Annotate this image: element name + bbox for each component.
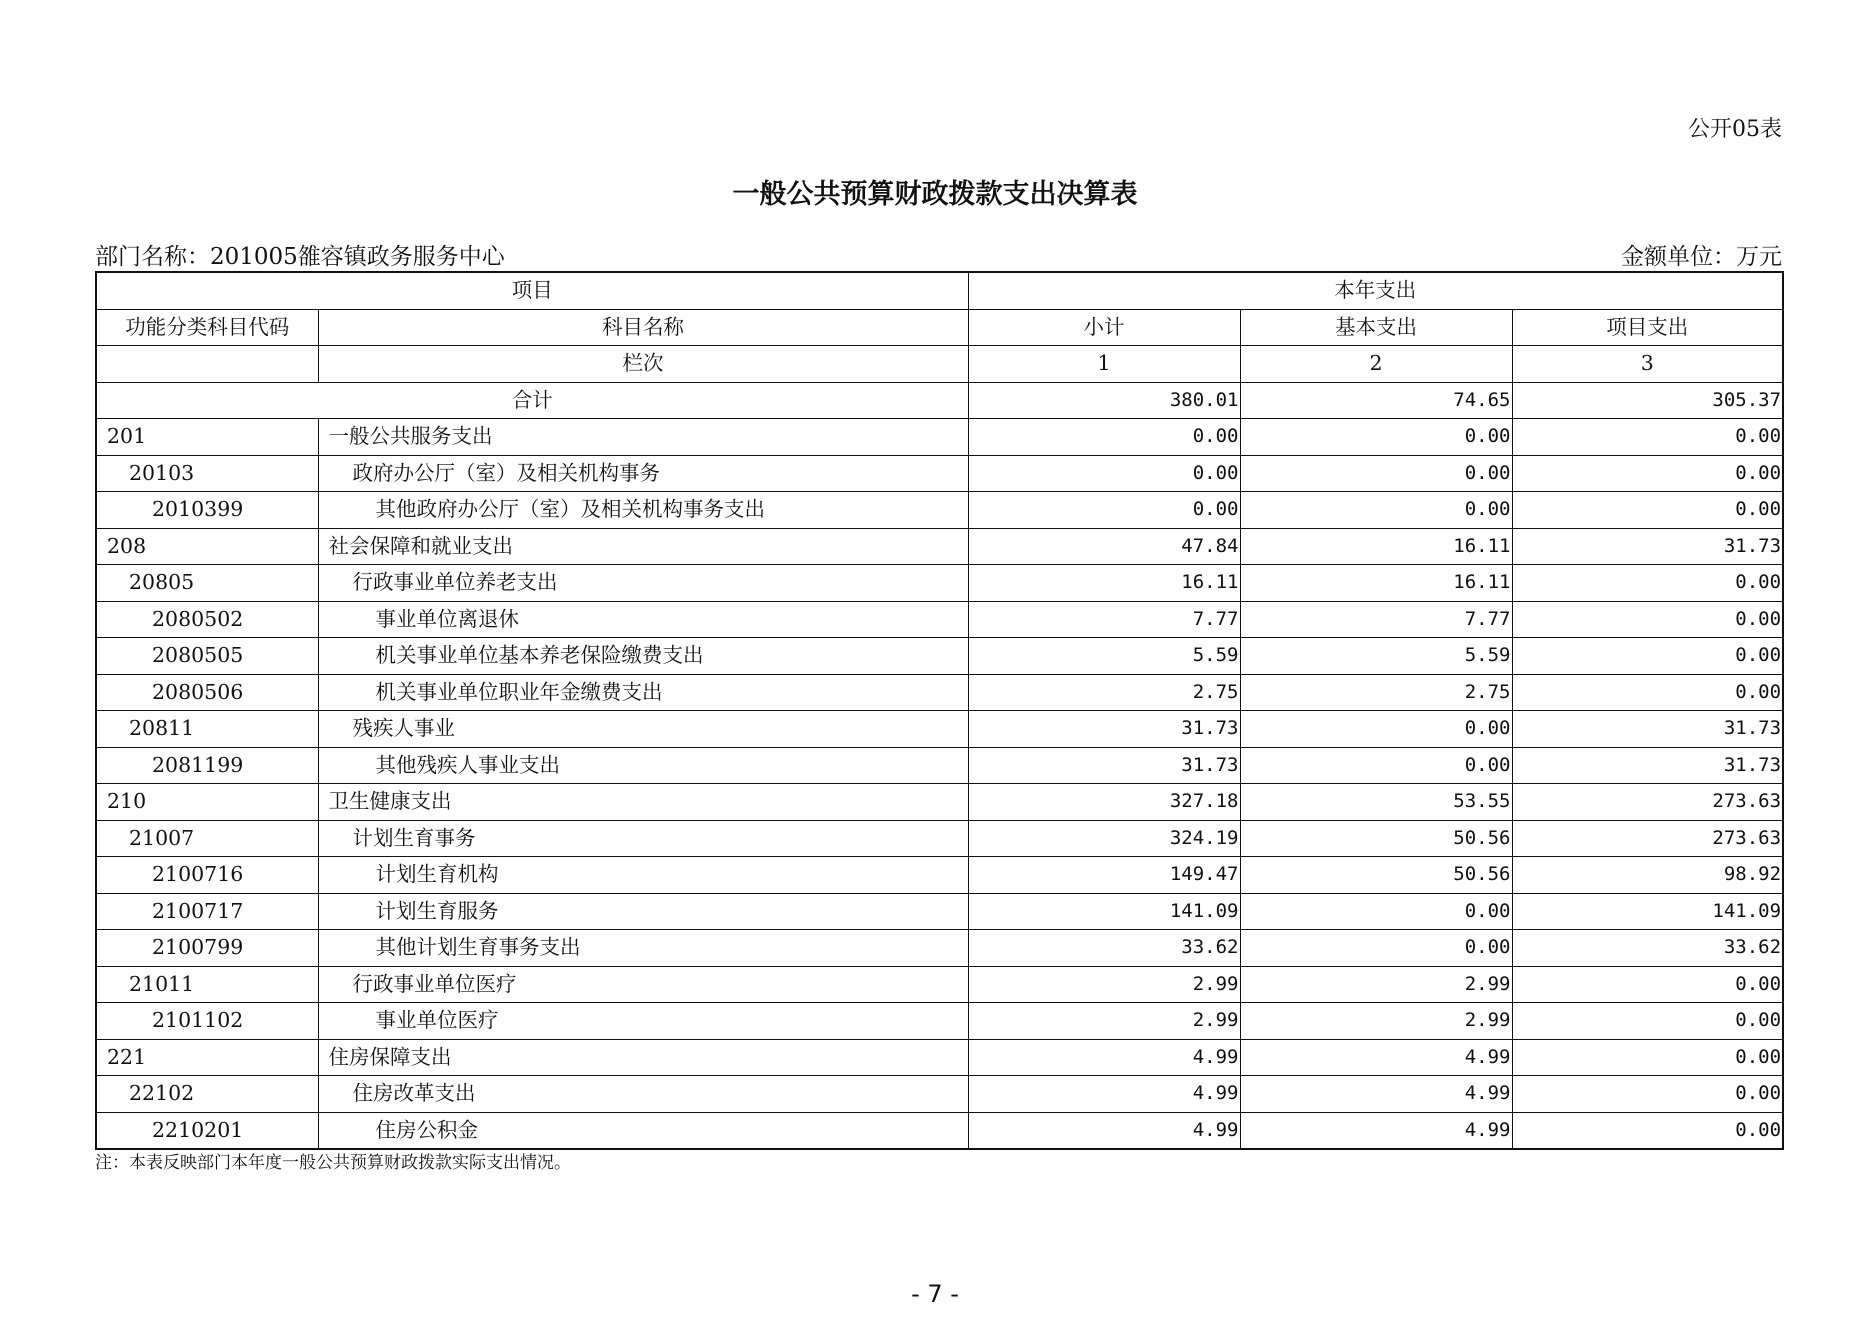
header-col1: 1 [968,346,1240,383]
row-basic: 0.00 [1240,711,1512,748]
row-basic: 50.56 [1240,857,1512,894]
total-row [96,382,1783,419]
row-code: 20805 [96,565,318,602]
row-name: 事业单位离退休 [318,601,968,638]
row-name: 住房改革支出 [318,1076,968,1113]
row-name: 残疾人事业 [318,711,968,748]
table-row [96,638,1783,675]
row-code: 210 [96,784,318,821]
header-col2: 2 [1240,346,1512,383]
row-code: 2080506 [96,674,318,711]
row-project: 0.00 [1512,674,1783,711]
table-row [96,930,1783,967]
row-subtotal: 33.62 [968,930,1240,967]
row-code: 2010399 [96,492,318,529]
department-name: 部门名称：201005雒容镇政务服务中心 [95,244,505,270]
row-name: 社会保障和就业支出 [318,528,968,565]
row-basic: 2.99 [1240,1003,1512,1040]
row-project: 0.00 [1512,638,1783,675]
row-subtotal: 4.99 [968,1076,1240,1113]
row-subtotal: 4.99 [968,1039,1240,1076]
row-project: 0.00 [1512,455,1783,492]
total-project: 305.37 [1512,382,1783,419]
row-code: 20103 [96,455,318,492]
table-row [96,857,1783,894]
total-basic: 74.65 [1240,382,1512,419]
row-project: 0.00 [1512,1003,1783,1040]
row-code: 2210201 [96,1112,318,1149]
header-row-1 [96,272,1783,309]
table-row [96,455,1783,492]
row-basic: 0.00 [1240,455,1512,492]
table-row [96,893,1783,930]
row-project: 0.00 [1512,565,1783,602]
row-subtotal: 327.18 [968,784,1240,821]
row-project: 0.00 [1512,966,1783,1003]
row-project: 141.09 [1512,893,1783,930]
row-basic: 5.59 [1240,638,1512,675]
row-project: 273.63 [1512,820,1783,857]
row-code: 2080502 [96,601,318,638]
row-basic: 2.99 [1240,966,1512,1003]
table-row [96,747,1783,784]
row-subtotal: 141.09 [968,893,1240,930]
row-code: 21007 [96,820,318,857]
row-code: 22102 [96,1076,318,1113]
row-project: 31.73 [1512,747,1783,784]
row-name: 事业单位医疗 [318,1003,968,1040]
row-basic: 16.11 [1240,565,1512,602]
row-subtotal: 2.99 [968,966,1240,1003]
header-basic: 基本支出 [1240,309,1512,346]
row-code: 2101102 [96,1003,318,1040]
row-code: 20811 [96,711,318,748]
row-name: 住房公积金 [318,1112,968,1149]
row-basic: 2.75 [1240,674,1512,711]
row-code: 2100799 [96,930,318,967]
row-basic: 7.77 [1240,601,1512,638]
row-subtotal: 31.73 [968,711,1240,748]
row-name: 计划生育事务 [318,820,968,857]
total-subtotal: 380.01 [968,382,1240,419]
row-code: 201 [96,419,318,456]
row-code: 21011 [96,966,318,1003]
row-project: 33.62 [1512,930,1783,967]
row-subtotal: 2.99 [968,1003,1240,1040]
header-row-2 [96,309,1783,346]
row-subtotal: 149.47 [968,857,1240,894]
row-project: 31.73 [1512,711,1783,748]
table-row [96,492,1783,529]
row-project: 98.92 [1512,857,1783,894]
row-code: 208 [96,528,318,565]
row-basic: 50.56 [1240,820,1512,857]
header-name: 科目名称 [318,309,968,346]
header-blank-cell [96,346,318,383]
row-project: 31.73 [1512,528,1783,565]
table-row [96,1003,1783,1040]
row-subtotal: 5.59 [968,638,1240,675]
row-subtotal: 7.77 [968,601,1240,638]
row-basic: 0.00 [1240,492,1512,529]
expenditure-table [95,271,1784,1150]
row-basic: 0.00 [1240,893,1512,930]
row-project: 273.63 [1512,784,1783,821]
table-row [96,419,1783,456]
row-subtotal: 47.84 [968,528,1240,565]
header-column-label: 栏次 [318,346,968,383]
footnote: 注：本表反映部门本年度一般公共预算财政拨款实际支出情况。 [95,1153,571,1173]
row-name: 行政事业单位医疗 [318,966,968,1003]
row-code: 2080505 [96,638,318,675]
table-row [96,784,1783,821]
form-number: 公开05表 [1688,117,1782,142]
table-row [96,966,1783,1003]
row-code: 2100717 [96,893,318,930]
table-row [96,601,1783,638]
row-name: 其他政府办公厅（室）及相关机构事务支出 [318,492,968,529]
table-row [96,820,1783,857]
row-basic: 0.00 [1240,419,1512,456]
row-basic: 0.00 [1240,930,1512,967]
total-label: 合计 [96,382,968,419]
table-row [96,711,1783,748]
row-subtotal: 0.00 [968,419,1240,456]
header-code: 功能分类科目代码 [96,309,318,346]
row-name: 其他残疾人事业支出 [318,747,968,784]
row-name: 卫生健康支出 [318,784,968,821]
row-project: 0.00 [1512,601,1783,638]
row-subtotal: 0.00 [968,455,1240,492]
header-item: 项目 [96,272,968,309]
row-name: 住房保障支出 [318,1039,968,1076]
amount-unit: 金额单位：万元 [1621,244,1782,270]
row-subtotal: 4.99 [968,1112,1240,1149]
row-code: 2100716 [96,857,318,894]
table-row [96,1039,1783,1076]
header-col3: 3 [1512,346,1783,383]
row-name: 计划生育机构 [318,857,968,894]
row-name: 一般公共服务支出 [318,419,968,456]
row-project: 0.00 [1512,419,1783,456]
row-name: 行政事业单位养老支出 [318,565,968,602]
row-basic: 53.55 [1240,784,1512,821]
row-subtotal: 324.19 [968,820,1240,857]
header-project: 项目支出 [1512,309,1783,346]
row-project: 0.00 [1512,1112,1783,1149]
header-row-3 [96,346,1783,383]
row-project: 0.00 [1512,492,1783,529]
row-basic: 16.11 [1240,528,1512,565]
header-subtotal: 小计 [968,309,1240,346]
row-code: 221 [96,1039,318,1076]
row-subtotal: 16.11 [968,565,1240,602]
row-name: 计划生育服务 [318,893,968,930]
row-project: 0.00 [1512,1039,1783,1076]
row-basic: 0.00 [1240,747,1512,784]
table-row [96,674,1783,711]
row-code: 2081199 [96,747,318,784]
row-subtotal: 0.00 [968,492,1240,529]
header-current-year: 本年支出 [968,272,1783,309]
row-name: 政府办公厅（室）及相关机构事务 [318,455,968,492]
page-number: - 7 - [911,1280,959,1308]
row-subtotal: 31.73 [968,747,1240,784]
row-basic: 4.99 [1240,1112,1512,1149]
table-row [96,565,1783,602]
table-row [96,1076,1783,1113]
row-project: 0.00 [1512,1076,1783,1113]
row-name: 机关事业单位职业年金缴费支出 [318,674,968,711]
row-basic: 4.99 [1240,1039,1512,1076]
row-name: 机关事业单位基本养老保险缴费支出 [318,638,968,675]
row-name: 其他计划生育事务支出 [318,930,968,967]
table-title: 一般公共预算财政拨款支出决算表 [732,179,1138,210]
table-row [96,528,1783,565]
table-row [96,1112,1783,1149]
row-basic: 4.99 [1240,1076,1512,1113]
row-subtotal: 2.75 [968,674,1240,711]
